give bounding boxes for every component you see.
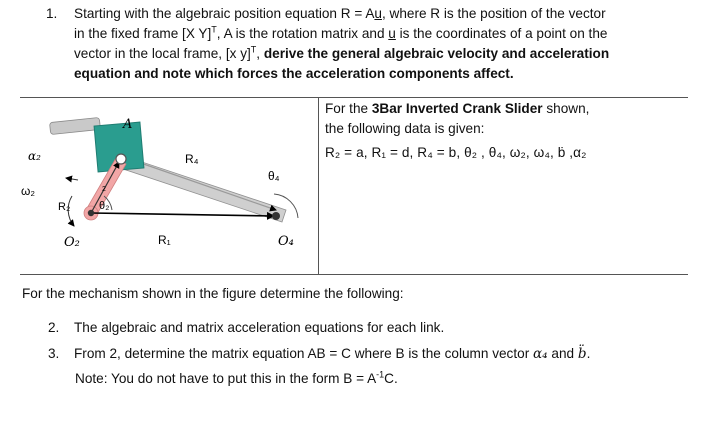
alpha2-arrow — [66, 178, 78, 180]
label-r4: R₄ — [185, 152, 199, 166]
question-3-text: From 2, determine the matrix equation AB = C where B is the column vector — [74, 346, 533, 361]
question-2-number: 2. — [48, 320, 60, 335]
pivot-o4 — [272, 212, 280, 220]
figure-table — [20, 97, 688, 275]
label-r2: R₂ — [58, 201, 71, 213]
pivot-o2 — [88, 210, 94, 216]
table-divider — [318, 97, 319, 275]
label-theta4: θ₄ — [268, 169, 280, 183]
note-superscript: -1 — [376, 369, 385, 380]
question-2-text: The algebraic and matrix acceleration equations for each link. — [74, 320, 445, 335]
pin-a — [116, 154, 126, 164]
r4-vector — [132, 160, 276, 210]
note-text: Note: You do not have to put this in the form B = A — [75, 371, 377, 386]
note-end: C. — [384, 371, 398, 386]
question-3-period: . — [586, 346, 591, 361]
label-o4: O₄ — [278, 234, 294, 249]
ground-link — [50, 117, 101, 134]
mechanism-figure — [20, 98, 318, 274]
given-data-line: R₂ = a, R₁ = d, R₄ = b, θ₂ , θ₄, ω₂, ω₄, ḃ ,α₂ — [325, 145, 587, 160]
alpha4-symbol: α₄ — [533, 346, 548, 362]
table-bottom-border — [20, 274, 688, 275]
label-alpha2: α₂ — [28, 149, 41, 163]
question-3-number: 3. — [48, 346, 60, 361]
question-1-line-1: Starting with the algebraic position equation R = Au, where R is the position of the vector — [74, 6, 606, 21]
given-line-1: For the 3Bar Inverted Crank Slider shown, — [325, 101, 590, 116]
label-a: A — [123, 117, 133, 132]
note — [75, 369, 398, 389]
label-r1: R₁ — [158, 233, 171, 247]
mechanism-instructions: For the mechanism shown in the figure determine the following: — [22, 286, 404, 301]
question-1-line-2: in the fixed frame [X Y]$^T$, A is the rotation matrix and u is the coordinates of a point on the — [74, 24, 608, 41]
label-omega2: ω₂ — [21, 184, 36, 198]
b-double-dot-symbol: b̈ — [577, 346, 587, 362]
question-3-and: and — [547, 346, 578, 361]
question-1-line-3: vector in the local frame, [x y]$^T$, derive the general algebraic velocity and acceleration — [74, 44, 610, 61]
question-1-line-4: equation and note which forces the acceleration components affect. — [74, 66, 514, 81]
given-data-panel — [325, 99, 685, 163]
question-1-number: 1. — [46, 6, 58, 21]
given-line-2: the following data is given: — [325, 121, 485, 136]
question-2 — [48, 317, 590, 339]
question-list — [48, 317, 590, 365]
label-o2: O₂ — [64, 235, 80, 250]
label-link-2: 2 — [102, 186, 106, 193]
question-3 — [48, 343, 590, 365]
label-theta2: θ₂ — [99, 200, 110, 212]
r1-vector — [91, 213, 274, 216]
